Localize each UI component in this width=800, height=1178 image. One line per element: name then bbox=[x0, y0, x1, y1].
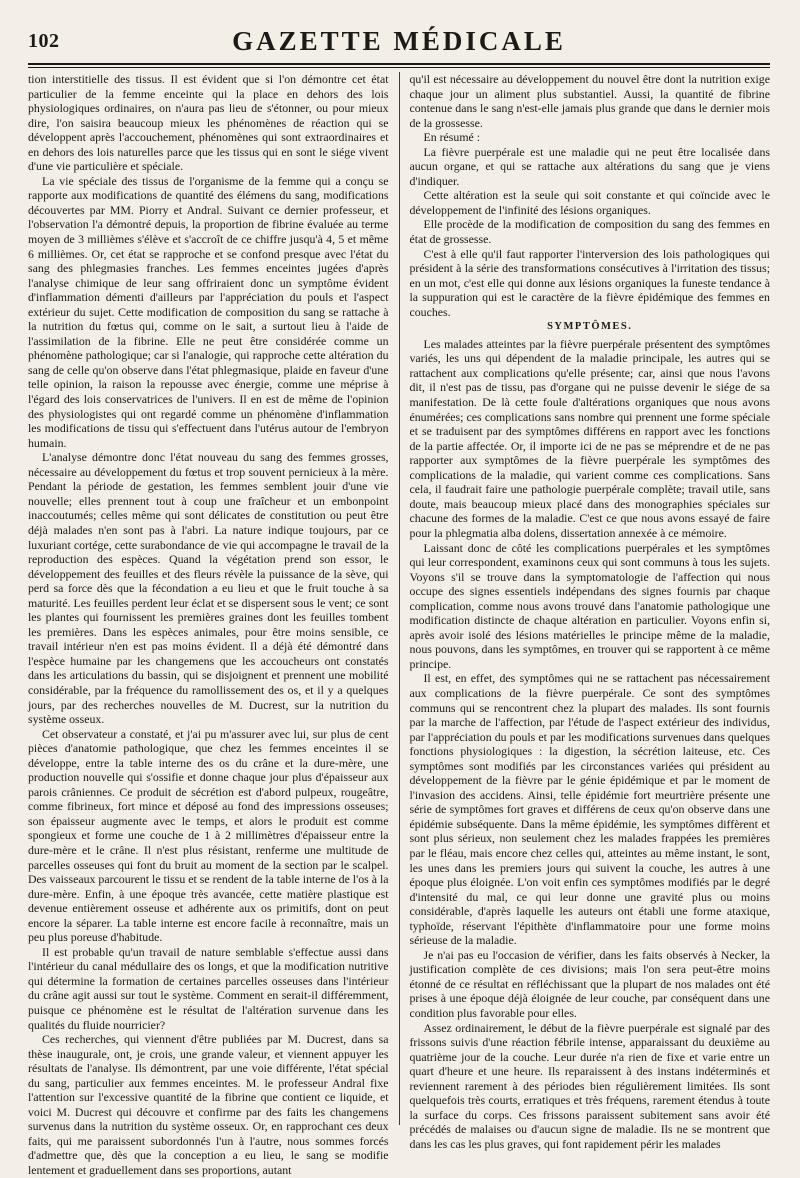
paragraph: La vie spéciale des tissus de l'organisme de la femme qui a conçu se rapporte aux modifications de quantité des élémens du sang, modifications découvertes par MM. Piorry et Andral. Suivant ce dernier professeur, et l'observation l'a démontré depuis, la proportion de fibrine évaluée au terme moyen de 3 millièmes s'élève et s'accroît de ce chiffre jusqu'à 4, 5 et même 6 millièmes. Or, cet état se rapproche et se confond presque avec l'état du sang des phlegmasies franches. Les femmes enceintes jugées d'après l'analyse chimique de leur sang offriraient donc un symptôme évident d'inflammation démenti d'ailleurs par l'appréciation du pouls et l'aspect extérieur du sujet. Cette modification de composition du sang se rattache à la nutrition du fœtus qui, comme on le sait, a surtout lieu à l'aide de l'assimilation de la fibrine. Elle ne peut être considérée comme un phénomène pathologique; car si l'analogie, qui rapproche cette altération du sang de celle qu'on observe dans l'état phlegmasique, plaide en faveur d'une telle opinion, la raison la repousse avec énergie, comme une méprise à l'égard des lois conservatrices de l'univers. Il en est de même de l'opinion des physiologistes qui ont regardé comme un phénomène d'inflammation les modifications de tissu qui s'effectuent dans l'utérus autour de l'embryon humain. bbox=[28, 173, 389, 450]
page-number: 102 bbox=[28, 30, 60, 52]
paragraph: Ces recherches, qui viennent d'être publiées par M. Ducrest, dans sa thèse inaugurale, ont, je crois, une grande valeur, et viennent appuyer les résultats de l'analyse. Ils démontrent, par une voie différente, l'état spécial du sang, particulier aux femmes enceintes. M. le professeur Andral fixe l'attention sur l'excessive quantité de la fibrine que contient ce liquide, et voici M. Ducrest qui découvre et confirme par des faits les changemens survenus dans la nutrition du système osseux. Or, en rapprochant ces deux faits, qui me paraissent subordonnés l'un à l'autre, nous sommes forcés d'admettre que, dès que la conception a eu lieu, le sang se modifie lentement et graduellement dans ses proportions, autant bbox=[28, 1032, 389, 1178]
paragraph: Elle procède de la modification de composition du sang des femmes en état de grossesse. bbox=[409, 217, 770, 247]
paragraph: Je n'ai pas eu l'occasion de vérifier, dans les faits observés à Necker, la justification complète de ces divisions; mais l'on sera peut-être moins étonné de ce résultat en réfléchissant que la plupart de nos malades ont été prises à une époque déjà éloignée de leur couche, par conséquent dans une condition plus favorable pour elles. bbox=[409, 947, 770, 1020]
page-header bbox=[28, 22, 770, 62]
paragraph: Il est probable qu'un travail de nature semblable s'effectue aussi dans l'intérieur du canal médullaire des os longs, et que la modification nutritive qui détermine la formation de certaines parcelles osseuses dans l'intérieur du crâne agit aussi sur tout le système. Comment en serait-il différemment, puisque ce phénomène est le résultat de l'altération survenue dans les qualités du fluide nourricier? bbox=[28, 944, 389, 1032]
paragraph: Les malades atteintes par la fièvre puerpérale présentent des symptômes variés, les uns qui dépendent de la maladie principale, les autres qui se rattachent aux complications qu'elle présente; car, ainsi que nous l'avons dit, il n'est pas de tissu, pas d'organe qui ne puisse devenir le siége de sa manifestation. De là cette foule d'altérations organiques que nous avons énumérées; ces complications sans nombre qui prennent une forme spéciale et se traduisent par des symptômes différens en rapport avec les fonctions de la partie affectée. Or, il importe ici de ne pas se méprendre et de ne pas rapporter aux symptômes de la fièvre puerpérale les symptômes des complications de la maladie, qui varient comme ces complications. Sans cela, il faudrait faire une pathologie puerpérale complète; travail utile, sans doute, mais beaucoup mieux placé dans des monographies spéciales sur chacune des formes de la maladie. C'est ce que nous avons essayé de faire pour la phlegmatia alba dolens, dissertation annexée à ce mémoire. bbox=[409, 336, 770, 540]
paragraph: Assez ordinairement, le début de la fièvre puerpérale est signalé par des frissons suivis d'une réaction fébrile intense, apparaissant du deuxième au quatrième jour de la couche. Leur durée n'a rien de fixe et varie entre un quart d'heure et une heure. Ils reparaissent à des instans indéterminés et reviennent rarement à des périodes bien régulièrement limitées. Ils sont quelquefois très courts, erratiques et très fréquens, rarement étendus à toute la surface du corps. Ces frissons paraissent subitement sans avoir été précédés de malaises ou d'aucun signe de maladie. Ils ne se montrent que dans les cas les plus graves, qui font rapidement périr les malades bbox=[409, 1020, 770, 1151]
paragraph: Cet observateur a constaté, et j'ai pu m'assurer avec lui, sur plus de cent pièces d'anatomie pathologique, que chez les femmes enceintes il se développe, entre la table interne des os du crâne et la dure-mère, une production nouvelle qui s'ossifie et donne chaque jour plus d'épaisseur aux parois crâniennes. Ce produit de sécrétion est d'abord pulpeux, rougeâtre, comme fibrineux, fort mince et déposé au fond des impressions osseuses; son épaisseur augmente avec le temps, et alors le produit est comme spongieux et forme une couche de 1 à 2 millimètres d'épaisseur entre la dure-mère et le crâne. Il n'est plus résistant, renferme une multitude de parcelles osseuses qui font du bruit au moment de la section par le scalpel. Des vaisseaux parcourent le tissu et se rendent de la table interne de l'os à la dure-mère. Enfin, à une époque très avancée, cette matière plastique est devenue entièrement osseuse et adhérente aux os primitifs, dont on peut encore la séparer. La table interne est encore facile à reconnaître, mais un peu plus poreuse d'habitude. bbox=[28, 726, 389, 945]
paragraph: En résumé : bbox=[423, 130, 481, 145]
paragraph: L'analyse démontre donc l'état nouveau du sang des femmes grosses, nécessaire au développement du fœtus et trop souvent pernicieux à la mère. Pendant la période de gestation, les femmes semblent jouir d'une vie nouvelle; elles prennent tout à coup une fraîcheur et un embonpoint inaccoutumés; celles même qui sont délicates de constitution ou peut être déjà malades n'en sont pas à l'abri. La nature indique toujours, par ce luxuriant cortége, cette surabondance de vie qui accompagne le travail de la reproduction des espèces. Quand la végétation prend son essor, le développement des feuilles et des fleurs révèle la puissance de la sève, qui perd sa force dès que la fécondation a eu lieu et que le fruit touche à sa maturité. Les feuilles perdent leur éclat et se dispersent sous le vent; ce sont les plantes qui fournissent les premières graines dont les feuilles tombent les premières. Dans les espèces animales, pour être moins sensible, ce travail intérieur n'en est pas moins évident. Il a déjà été démontré dans l'espèce humaine par les changemens que les accoucheurs ont constatés dans les articulations du bassin, qui se disjoignent et prennent une mobilité considérable, par la fréquence du ramollissement des os, et il y a quelques jours, par des recherches nouvelles de M. Ducrest, sur la nutrition du système osseux. bbox=[28, 450, 389, 727]
paragraph: qu'il est nécessaire au développement du nouvel être dont la nutrition exige chaque jour un aliment plus substantiel. Aussi, la quantité de fibrine contenue dans le sang n'est-elle jamais plus grande que dans le dernier mois de la grossesse. bbox=[409, 72, 770, 130]
paragraph: C'est à elle qu'il faut rapporter l'interversion des lois pathologiques qui président à la série des transformations consécutives à l'irritation des tissus; en un mot, c'est elle qui donne aux lésions organiques la funeste tendance à la suppuration qui est le caractère de la fièvre épidémique des femmes en couches. bbox=[409, 246, 770, 319]
right-column bbox=[399, 72, 770, 1151]
left-column bbox=[28, 72, 399, 1178]
paragraph: Cette altération est la seule qui soit constante et qui coïncide avec le développement de l'infinité des lésions organiques. bbox=[409, 188, 770, 217]
article-columns bbox=[28, 72, 770, 1178]
header-rule bbox=[28, 63, 770, 68]
publication-title: GAZETTE MÉDICALE bbox=[232, 26, 566, 56]
paragraph: Il est, en effet, des symptômes qui ne se rattachent pas nécessairement aux complications de la fièvre puerpérale. Ce sont des symptômes communs qui se rencontrent chez la plupart des malades. Ils sont fournis par la marche de l'affection, par l'étude de l'aspect extérieur des individus, par l'appréciation du pouls et par les modifications survenues dans quelques fonctions physiologiques : la digestion, la sécrétion laiteuse, etc. Ces symptômes sont modifiés par les circonstances variées qui président au développement de la fièvre par le génie épidémique et par le moment de l'invasion des accidens. Ainsi, telle épidémie fort meurtrière présente une série de symptômes fort graves et différens de ceux qu'on observe dans une épidémie subséquente. Dans la même épidémie, les symptômes diffèrent et sont plus sérieux, non seulement chez les malades frappées les premières par le fléau, mais encore chez celles qui, atteintes au même instant, le sont, les unes dans les premiers jours qui suivent la couche, les autres à une époque plus éloignée. L'on voit enfin ces symptômes modifiés par le degré d'intensité du mal, ce qui leur donne une gravité plus ou moins considérable, d'après laquelle les auteurs ont établi une forme ataxique, typhoïde, réservant l'épithète d'inflammatoire pour une forme moins sérieuse de la maladie. bbox=[409, 671, 770, 948]
column-divider bbox=[399, 72, 400, 1125]
paragraph: Laissant donc de côté les complications puerpérales et les symptômes qui leur correspondent, examinons ceux qui sont communs à tous les sujets. Voyons s'il se trouve dans la symptomatologie de l'affection qui nous occupe des signes essentiels indépendans des signes fournis par chaque complication, comme nous avons trouvé dans l'anatomie pathologique une modification distincte de chaque altération en particulier. Voyons enfin si, après avoir isolé des lésions matérielles le principe même de la maladie, nous pouvons, dans les symptômes, en trouver qui se rapportent à ce même principe. bbox=[409, 540, 770, 671]
section-heading: SYMPTÔMES. bbox=[547, 321, 633, 333]
paragraph: tion interstitielle des tissus. Il est évident que si l'on démontre cet état particulier de la femme enceinte qui la place en dehors des lois physiologiques ordinaires, on n'aura pas lieu de s'étonner, ou pour mieux dire, l'on saisira beaucoup mieux les phénomènes de réaction qui se développent après l'accouchement, phénomènes qui sont extraordinaires et en dehors des lois naturelles parce que les tissus qui en sont le siége vivent d'une vie particulière et spéciale. bbox=[28, 72, 389, 174]
paragraph: La fièvre puerpérale est une maladie qui ne peut être localisée dans aucun organe, et qui se rattache aux altérations du sang que je viens d'indiquer. bbox=[409, 144, 770, 188]
